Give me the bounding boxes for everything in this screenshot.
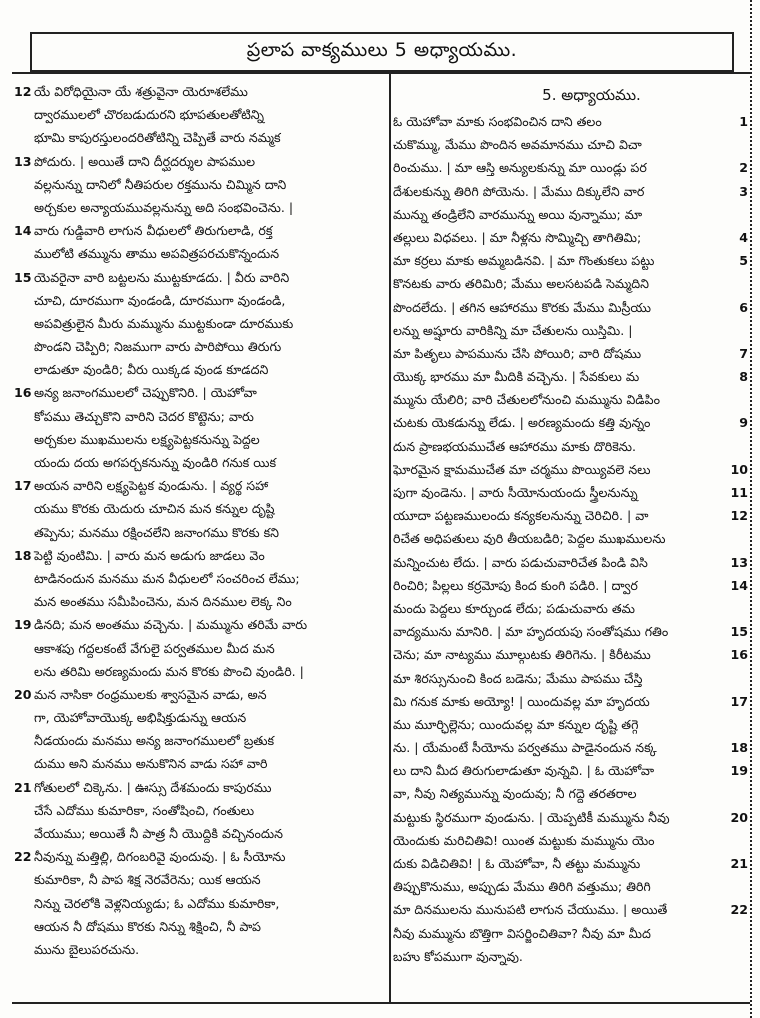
text-line xyxy=(393,829,750,852)
text-line xyxy=(12,915,387,938)
verse-text: రించిరి; పిల్లలు కర్రమోపు కింద కుంగి పడిరి. | ద్వార xyxy=(393,577,638,593)
verse-number: 16 xyxy=(14,385,32,401)
text-line xyxy=(393,249,750,272)
column-divider xyxy=(389,74,391,1002)
verse-text: మున్ను తండ్రిలేని వారమున్ను అయి వున్నాము; మా xyxy=(393,206,643,222)
verse-number: 4 xyxy=(739,229,748,245)
verse-text: మన నాసికా రంధ్రములకు శ్వాసమైన వాడు, అన xyxy=(34,686,267,702)
text-line xyxy=(393,110,750,133)
text-line xyxy=(393,504,750,527)
verse-number: 20 xyxy=(14,686,32,702)
verse-text: యొక్క భారము మా మీదికి వచ్చెను. | సేవకులు మ xyxy=(393,369,640,385)
verse-text: మా పితృలు పాపమును చేసి పోయిరి; వారి దోషము xyxy=(393,345,642,361)
verse-number: 13 xyxy=(730,554,748,570)
verse-text: దేశులకున్ను తిరిగి పోయెను. | మేము దిక్కులేని వార xyxy=(393,183,645,199)
page-title-text: ప్రలాప వాక్యములు 5 అధ్యాయము. xyxy=(246,38,518,61)
text-line xyxy=(393,365,750,388)
text-line xyxy=(393,667,750,690)
text-line xyxy=(393,180,750,203)
text-line xyxy=(12,474,387,497)
verse-number: 2 xyxy=(739,160,748,176)
verse-text: మా దినములను మునుపటి లాగున చేయుము. | అయితే xyxy=(393,902,668,918)
verse-number: 10 xyxy=(730,461,748,477)
verse-text: లు దాని మీద తిరుగులాడుతూ వున్నవి. | ఓ యెహోవా xyxy=(393,763,655,779)
text-line xyxy=(393,481,750,504)
verse-text: చెను; మా నాట్యము మూల్గుటకు తిరిగెను. | కిరీటము xyxy=(393,647,651,663)
text-line xyxy=(393,156,750,179)
verse-text: దుము అని మనము అనుకొనిన వాడు సహా వారి xyxy=(34,756,268,772)
verse-text: బహు కోపముగా వున్నావు. xyxy=(393,948,523,964)
text-line xyxy=(12,845,387,868)
verse-number: 20 xyxy=(730,809,748,825)
verse-text: డినది; మన అంతము వచ్చెను. | మమ్మును తరిమే వారు xyxy=(34,617,308,633)
verse-text: తప్పెను; మనము రక్షించలేని జనాంగము కొరకు కని xyxy=(34,524,279,540)
text-body xyxy=(12,72,750,1004)
verse-text: లను తరిమి అరణ్యమందు మన కొరకు పొంచి వుండిరి. | xyxy=(34,663,304,679)
verse-number: 7 xyxy=(739,345,748,361)
verse-text: పొండని చెప్పిరి; నిజముగా వారు పారిపోయి తిరుగు xyxy=(34,339,282,355)
verse-text: మన్నించుట లేదు. | వారు పడుచువారిచేత పిండి విసి xyxy=(393,554,648,570)
verse-text: మా కర్రలు మాకు అమ్మబడినవి. | మా గొంతుకలు పట్టు xyxy=(393,253,655,269)
verse-text: రించుము. | మా ఆస్తి అన్యులకున్ను మా యిండ్లు పర xyxy=(393,160,647,176)
text-line xyxy=(12,242,387,265)
text-line xyxy=(393,527,750,550)
left-column xyxy=(12,80,387,996)
verse-text: పుగా వుండెను. | వారు సీయోనుయందు స్త్రీలనున్ను xyxy=(393,485,638,500)
text-line xyxy=(393,922,750,945)
text-line xyxy=(12,567,387,590)
text-line xyxy=(12,358,387,381)
text-line xyxy=(393,203,750,226)
verse-text: ఘోరమైన క్షామముచేత మా చర్మము పొయ్యివలె నలు xyxy=(393,461,651,477)
text-line xyxy=(12,776,387,799)
verse-text: ఆయన నీ దోషము కొరకు నిన్ను శిక్షించి, నీ పాప xyxy=(34,918,261,934)
verse-text: ఓ యెహోవా మాకు సంభవించిన దాని తలం xyxy=(393,114,602,129)
verse-text: అపవిత్రులైన మీరు మమ్మును ముట్టకుండా దూరముకు xyxy=(34,315,294,331)
text-line xyxy=(393,411,750,434)
verse-text: కోపము తెచ్చుకొని వారిని చెదర కొట్టెను; వారు xyxy=(34,408,254,424)
verse-text: పొందలేదు. | తగిన ఆహారము కొరకు మేము మిస్రీయు xyxy=(393,299,651,315)
text-line xyxy=(12,312,387,335)
verse-text: ను. | యేమంటే సీయోను పర్వతము పాడైనందున నక్క xyxy=(393,740,657,756)
text-line xyxy=(393,852,750,875)
text-line xyxy=(393,643,750,666)
text-line xyxy=(12,80,387,103)
text-line xyxy=(12,405,387,428)
verse-text: అర్చకుల ముఖములను లక్ష్యపెట్టకనున్ను పెద్దల xyxy=(34,431,260,447)
text-line xyxy=(12,497,387,520)
verse-text: వేయుము; అయితే నీ పాత్ర నీ యొద్దికి వచ్చినందున xyxy=(34,826,283,841)
verse-text: ములోటి తమ్మును తాము అపవిత్రపరచుకొన్నందున xyxy=(34,246,280,262)
text-line xyxy=(12,266,387,289)
chapter-heading: 5. అధ్యాయము. xyxy=(542,86,641,104)
text-line xyxy=(12,451,387,474)
verse-number: 13 xyxy=(14,153,32,169)
verse-number: 14 xyxy=(14,223,32,239)
text-line xyxy=(393,782,750,805)
verse-text: మి గనుక మాకు అయ్యో! | యిందువల్ల మా హృదయ xyxy=(393,693,650,709)
verse-text: చూచి, దూరముగా వుండండి, దూరముగా వుండండి, xyxy=(34,292,286,308)
text-line xyxy=(12,173,387,196)
verse-text: రిచేత అధిపతులు వురి తీయబడిరి; పెద్దల ముఖములను xyxy=(393,531,666,547)
verse-number: 21 xyxy=(730,856,748,871)
text-line xyxy=(393,736,750,759)
verse-text: ద్వారములలో చొరబడుదురని భూపతులతోటిన్ని xyxy=(34,107,264,123)
page-edge xyxy=(750,0,758,1018)
text-line xyxy=(393,319,750,342)
verse-text: భూమి కాపురస్తులందరితోటిన్ని చెప్పితే వారు నమ్మక xyxy=(34,130,281,146)
verse-text: వా, నీవు నిత్యమున్ను వుందువు; నీ గద్దె తరతరాల xyxy=(393,786,637,802)
text-line xyxy=(393,713,750,736)
text-line xyxy=(393,458,750,481)
text-line xyxy=(12,660,387,683)
verse-number: 12 xyxy=(730,508,748,524)
verse-text: యెవరైనా వారి బట్టలను ముట్టకూడదు. | వీరు వారిని xyxy=(34,269,290,285)
verse-text: యము కొరకు యెదురు చూచిన మన కన్నుల దృష్టి xyxy=(34,501,275,517)
text-line xyxy=(393,620,750,643)
verse-text: మందు పెద్దలు కూర్చుండ లేదు; పడుచువారు తమ xyxy=(393,600,635,616)
text-line xyxy=(393,945,750,968)
verse-number: 6 xyxy=(739,299,748,315)
verse-number: 3 xyxy=(739,183,748,199)
text-line xyxy=(12,219,387,242)
verse-text: కొనటకు వారు తరిమిరి; మేము అలసటపడి సెమ్మదిని xyxy=(393,276,649,292)
verse-text: దుకు విడిచితివి! | ఓ యెహోవా, నీ తట్టు మమ్మును xyxy=(393,856,641,871)
verse-text: మన అంతము సమీపించెను, మన దినముల లెక్క నిం xyxy=(34,594,292,610)
verse-text: వాద్యమును మానిరి. | మా హృదయపు సంతోషము గతిం xyxy=(393,624,669,640)
text-line xyxy=(12,613,387,636)
verse-text: యూదా పట్టణములందు కన్యకలనున్ను చెరిచిరి. | వా xyxy=(393,508,649,524)
verse-number: 12 xyxy=(14,84,32,99)
text-line xyxy=(393,690,750,713)
verse-text: ఆకాశపు గద్దలకంటే వేగులై పర్వతముల మీద మన xyxy=(34,640,275,656)
verse-number: 1 xyxy=(739,114,748,129)
verse-number: 19 xyxy=(730,763,748,779)
verse-text: యే విరోధియైనా యే శత్రువైనా యెరూశలేము xyxy=(34,84,248,99)
verse-number: 17 xyxy=(14,478,32,494)
verse-text: తిప్పుకొనుము, అప్పుడు మేము తిరిగి వత్తుము; తిరిగి xyxy=(393,879,651,895)
text-line xyxy=(12,521,387,544)
verse-text: నీడయందు మనము అన్య జనాంగములలో బ్రతుక xyxy=(34,733,275,749)
verse-number: 15 xyxy=(730,624,748,640)
verse-text: చుకొమ్ము, మేము పొందిన అవమానము చూచి విచా xyxy=(393,137,642,153)
text-line xyxy=(12,335,387,358)
text-line xyxy=(12,637,387,660)
verse-text: వల్లనున్ను దానిలో నీతిపరుల రక్తమును చిమ్మిన దాని xyxy=(34,176,287,192)
text-line xyxy=(393,388,750,411)
text-line xyxy=(393,574,750,597)
text-line xyxy=(12,381,387,404)
verse-text: చేసే ఎదోము కుమారికా, సంతోషించి, గంతులు xyxy=(34,802,255,818)
text-line xyxy=(393,898,750,921)
verse-text: టాడినందున మనము మన వీధులలో సంచరించ లేము; xyxy=(34,570,300,586)
verse-text: యందు దయ అగపర్చకనున్ను వుండిరి గనుక యిక xyxy=(34,455,277,470)
verse-number: 11 xyxy=(730,485,748,500)
verse-text: అర్చకుల అన్యాయమువల్లనున్ను అది సంభవించెను. | xyxy=(34,199,294,215)
verse-text: నీవు మమ్మును బొత్తిగా విసర్జించితివా? నీవు మా మీద xyxy=(393,925,651,941)
verse-text: పోదురు. | అయితే దాని దీర్ఘదర్శుల పాపముల xyxy=(34,153,255,169)
text-line xyxy=(12,150,387,173)
text-line xyxy=(12,590,387,613)
text-line xyxy=(393,435,750,458)
verse-number: 22 xyxy=(14,849,32,865)
text-line xyxy=(12,683,387,706)
verse-text: దున ప్రాణభయముచేత ఆహారము మాకు దొరికెను. xyxy=(393,438,636,454)
verse-text: నీవున్ను మత్తిల్లి, దిగంబరివై వుందువు. | ఓ సీయోను xyxy=(34,849,286,865)
text-line xyxy=(393,272,750,295)
text-line xyxy=(12,706,387,729)
verse-number: 17 xyxy=(730,693,748,709)
verse-text: మును బైలుపరచును. xyxy=(34,941,140,957)
text-line xyxy=(12,799,387,822)
verse-number: 5 xyxy=(739,253,748,269)
verse-text: లాడుతూ వుండిరి; వీరు యిక్కడ వుండ కూడదని xyxy=(34,362,269,378)
text-line xyxy=(12,822,387,845)
verse-text: చుటకు యెకడున్ను లేడు. | అరణ్యమందు కత్తి వున్నం xyxy=(393,415,651,431)
verse-text: వారు గుడ్డివారి లాగున వీధులలో తిరుగులాడి, రక్త xyxy=(34,223,273,239)
verse-text: గోతులలో చిక్కెను. | ఊస్సు దేశమందు కాపురము xyxy=(34,779,272,795)
verse-text: మట్టుకు స్థిరముగా వుండును. | యెప్పటికీ మమ్మును నీవు xyxy=(393,809,670,825)
text-line xyxy=(12,126,387,149)
verse-number: 15 xyxy=(14,269,32,285)
text-line xyxy=(393,551,750,574)
verse-text: యెందుకు మరిచితివి! యింత మట్టుకు మమ్మును యెం xyxy=(393,832,655,848)
verse-text: మా శిరస్సునుంచి కింద బడెను; మేము పాపము చేస్తి xyxy=(393,670,643,686)
text-line xyxy=(12,196,387,219)
text-line xyxy=(393,296,750,319)
verse-text: గా, యెహోవాయొక్క అభిషిక్తుడున్ను ఆయన xyxy=(34,710,247,726)
text-line xyxy=(12,544,387,567)
text-line xyxy=(12,103,387,126)
verse-number: 16 xyxy=(730,647,748,663)
verse-text: లన్ను అష్షూరు వారికిన్ని మా చేతులను యిస్తిమి. | xyxy=(393,322,633,338)
verse-text: అయన వారిని లక్ష్యపెట్టక వుండును. | వ్యర్థ సహా xyxy=(34,478,269,494)
text-line xyxy=(393,806,750,829)
page-title xyxy=(30,32,734,72)
verse-text: మ్మును యేలిరి; వారి చేతులలోనుంచి మమ్మును విడిపిం xyxy=(393,392,660,408)
text-line xyxy=(393,875,750,898)
text-line xyxy=(12,289,387,312)
text-line xyxy=(12,868,387,891)
text-line xyxy=(12,938,387,961)
verse-text: నిన్ను చెరలోకి వెళ్లనియ్యడు; ఓ ఎదోము కుమారికా, xyxy=(34,895,280,911)
verse-text: పెట్టి వుంటిమి. | వారు మన అడుగు జాడలు వెం xyxy=(34,547,265,563)
verse-number: 14 xyxy=(730,577,748,593)
verse-number: 18 xyxy=(14,547,32,563)
text-line xyxy=(12,729,387,752)
text-line xyxy=(393,342,750,365)
text-line xyxy=(393,597,750,620)
verse-number: 8 xyxy=(739,369,748,385)
text-line xyxy=(393,226,750,249)
verse-number: 19 xyxy=(14,617,32,633)
verse-number: 18 xyxy=(730,740,748,756)
text-line xyxy=(12,752,387,775)
text-line xyxy=(393,759,750,782)
verse-text: కుమారికా, నీ పాప శిక్ష నెరవేరెను; యిక ఆయన xyxy=(34,872,261,888)
verse-text: తల్లులు విధవలు. | మా నీళ్లను సొమ్మిచ్చి తాగితిమి; xyxy=(393,229,642,245)
text-line xyxy=(12,892,387,915)
verse-number: 21 xyxy=(14,779,32,795)
verse-text: అన్య జనాంగములలో చెప్పుకొనిరి. | యెహోవా xyxy=(34,385,257,401)
text-line xyxy=(12,428,387,451)
verse-text: ము మూర్ఛిల్లెను; యిందువల్ల మా కన్నుల దృష్టి తగ్గె xyxy=(393,716,639,732)
right-column xyxy=(393,80,750,996)
verse-number: 22 xyxy=(730,902,748,918)
verse-number: 9 xyxy=(739,415,748,431)
text-line xyxy=(393,133,750,156)
